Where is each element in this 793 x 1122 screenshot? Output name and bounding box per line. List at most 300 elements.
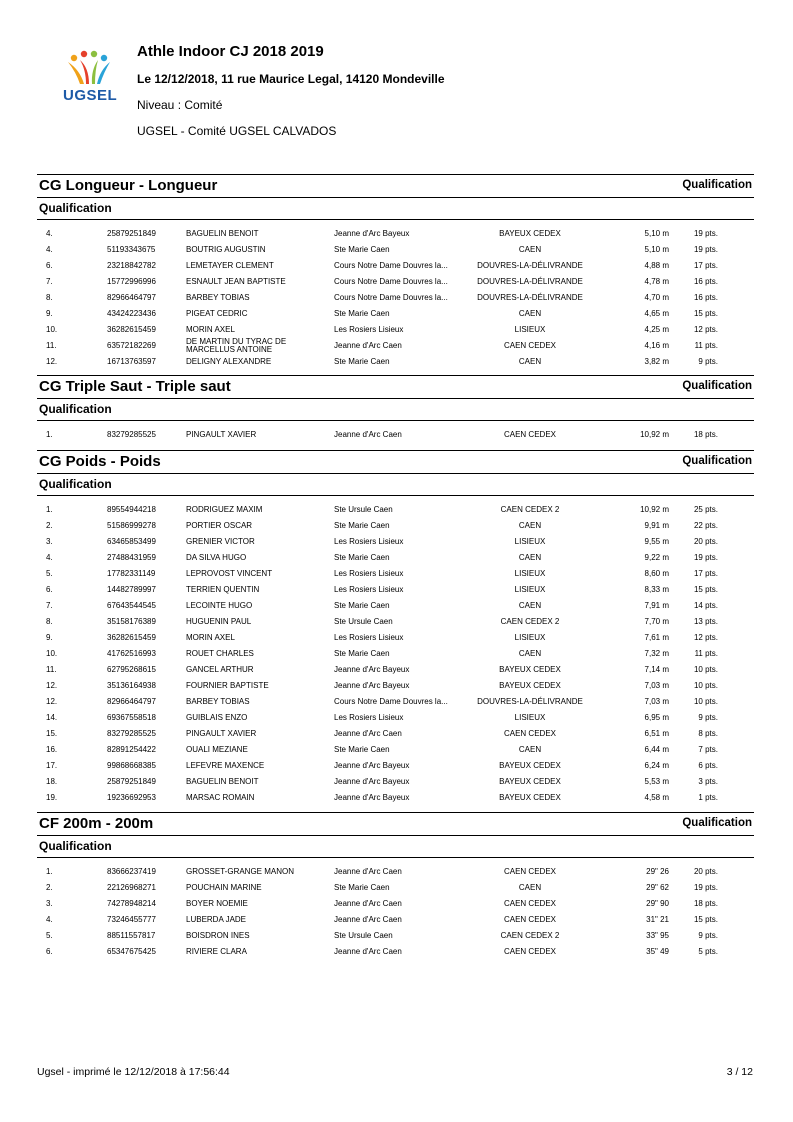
city-cell: LISIEUX <box>514 325 546 334</box>
rank-cell: 1. <box>46 505 53 514</box>
school-name-cell: Ste Ursule Caen <box>334 617 393 626</box>
city-cell: CAEN CEDEX <box>503 729 556 738</box>
table-row <box>37 896 754 912</box>
results-table <box>37 502 754 806</box>
licence-number-cell: 25879251849 <box>107 229 156 238</box>
performance-cell: 9,55 m <box>644 537 669 546</box>
athlete-name-cell: LECOINTE HUGO <box>186 601 253 610</box>
licence-number-cell: 41762516993 <box>107 649 156 658</box>
section-header <box>37 450 754 473</box>
licence-number-cell: 36282615459 <box>107 633 156 642</box>
licence-number-cell: 69367558518 <box>107 713 156 722</box>
licence-number-cell: 22126968271 <box>107 883 156 892</box>
athlete-name-cell: DE MARTIN DU TYRAC DE MARCELLUS ANTOINE <box>186 337 287 354</box>
city-cell: CAEN <box>518 601 542 610</box>
licence-number-cell: 43424223436 <box>107 309 156 318</box>
table-row <box>37 880 754 896</box>
table-row <box>37 774 754 790</box>
round-header <box>37 398 754 421</box>
performance-cell: 29" 62 <box>646 883 669 892</box>
athlete-name-cell: LEPROVOST VINCENT <box>186 569 273 578</box>
points-cell: 9 pts. <box>698 713 718 722</box>
points-cell: 6 pts. <box>698 761 718 770</box>
school-name-cell: Ste Marie Caen <box>334 309 390 318</box>
performance-cell: 29" 26 <box>646 867 669 876</box>
points-cell: 12 pts. <box>693 633 718 642</box>
performance-cell: 7,70 m <box>644 617 669 626</box>
rank-cell: 17. <box>46 761 58 770</box>
rank-cell: 5. <box>46 931 53 940</box>
event-title: CG Longueur - Longueur <box>39 177 218 194</box>
points-cell: 12 pts. <box>693 325 718 334</box>
rank-cell: 3. <box>46 899 53 908</box>
performance-cell: 7,61 m <box>644 633 669 642</box>
athlete-name-cell: HUGUENIN PAUL <box>186 617 252 626</box>
table-row <box>37 502 754 518</box>
performance-cell: 7,32 m <box>644 649 669 658</box>
licence-number-cell: 35158176389 <box>107 617 156 626</box>
points-cell: 11 pts. <box>694 649 718 658</box>
rank-cell: 5. <box>46 569 53 578</box>
round-tag: Qualification <box>682 179 752 191</box>
performance-cell: 4,58 m <box>644 793 669 802</box>
licence-number-cell: 73246455777 <box>107 915 156 924</box>
school-name-cell: Jeanne d'Arc Bayeux <box>334 229 410 238</box>
rank-cell: 4. <box>46 915 53 924</box>
round-header <box>37 835 754 858</box>
points-cell: 11 pts. <box>694 341 718 350</box>
school-name-cell: Jeanne d'Arc Caen <box>334 947 402 956</box>
points-cell: 18 pts. <box>693 899 718 908</box>
licence-number-cell: 51193343675 <box>107 245 156 254</box>
city-cell: CAEN <box>518 553 542 562</box>
school-name-cell: Jeanne d'Arc Caen <box>334 341 402 350</box>
city-cell: DOUVRES-LA-DÉLIVRANDE <box>477 697 583 706</box>
school-name-cell: Jeanne d'Arc Bayeux <box>334 761 410 770</box>
performance-cell: 3,82 m <box>644 357 669 366</box>
school-name-cell: Jeanne d'Arc Caen <box>334 430 402 439</box>
school-name-cell: Les Rosiers Lisieux <box>334 633 404 642</box>
licence-number-cell: 63465853499 <box>107 537 156 546</box>
performance-cell: 7,03 m <box>644 681 669 690</box>
performance-cell: 6,95 m <box>644 713 669 722</box>
table-row <box>37 710 754 726</box>
rank-cell: 4. <box>46 245 53 254</box>
performance-cell: 4,78 m <box>644 277 669 286</box>
event-organizer: UGSEL - Comité UGSEL CALVADOS <box>137 124 337 138</box>
school-name-cell: Ste Ursule Caen <box>334 931 393 940</box>
round-tag: Qualification <box>682 817 752 829</box>
round-title: Qualification <box>39 201 112 215</box>
points-cell: 1 pts. <box>698 793 718 802</box>
licence-number-cell: 63572182269 <box>107 341 156 350</box>
rank-cell: 4. <box>46 229 53 238</box>
city-cell: DOUVRES-LA-DÉLIVRANDE <box>477 261 583 270</box>
athlete-name-cell: POUCHAIN MARINE <box>186 883 262 892</box>
table-row <box>37 306 754 322</box>
table-row <box>37 598 754 614</box>
table-row <box>37 662 754 678</box>
city-cell: LISIEUX <box>514 569 546 578</box>
city-cell: CAEN CEDEX 2 <box>500 931 560 940</box>
city-cell: CAEN <box>518 309 542 318</box>
points-cell: 3 pts. <box>698 777 718 786</box>
athlete-name-cell: MORIN AXEL <box>186 325 235 334</box>
licence-number-cell: 23218842782 <box>107 261 156 270</box>
licence-number-cell: 65347675425 <box>107 947 156 956</box>
school-name-cell: Ste Marie Caen <box>334 883 390 892</box>
section-header <box>37 174 754 197</box>
table-row <box>37 338 754 354</box>
rank-cell: 10. <box>46 325 58 334</box>
school-name-cell: Ste Marie Caen <box>334 553 390 562</box>
athlete-name-cell: RIVIERE CLARA <box>186 947 247 956</box>
table-row <box>37 758 754 774</box>
athlete-name-cell: LEMETAYER CLEMENT <box>186 261 274 270</box>
rank-cell: 19. <box>46 793 58 802</box>
city-cell: BAYEUX CEDEX <box>499 761 561 770</box>
city-cell: CAEN CEDEX <box>503 915 556 924</box>
performance-cell: 4,25 m <box>644 325 669 334</box>
school-name-cell: Jeanne d'Arc Bayeux <box>334 681 410 690</box>
city-cell: CAEN <box>518 883 542 892</box>
licence-number-cell: 14482789997 <box>107 585 156 594</box>
athlete-name-cell: GANCEL ARTHUR <box>186 665 254 674</box>
athlete-name-cell: PINGAULT XAVIER <box>186 430 257 439</box>
athlete-name-cell: ESNAULT JEAN BAPTISTE <box>186 277 286 286</box>
athlete-name-cell: BAGUELIN BENOIT <box>186 229 259 238</box>
performance-cell: 35" 49 <box>646 947 669 956</box>
performance-cell: 4,88 m <box>644 261 669 270</box>
licence-number-cell: 67643544545 <box>107 601 156 610</box>
licence-number-cell: 83666237419 <box>107 867 156 876</box>
athlete-name-cell: DELIGNY ALEXANDRE <box>186 357 272 366</box>
licence-number-cell: 88511557817 <box>107 931 156 940</box>
athlete-name-cell: OUALI MEZIANE <box>186 745 248 754</box>
performance-cell: 7,03 m <box>644 697 669 706</box>
school-name-cell: Jeanne d'Arc Caen <box>334 729 402 738</box>
logo-text: UGSEL <box>63 87 118 104</box>
table-row <box>37 322 754 338</box>
performance-cell: 4,16 m <box>644 341 669 350</box>
results-section <box>37 812 754 960</box>
athlete-name-cell: LEFEVRE MAXENCE <box>186 761 265 770</box>
school-name-cell: Les Rosiers Lisieux <box>334 569 404 578</box>
round-tag: Qualification <box>682 455 752 467</box>
table-row <box>37 912 754 928</box>
school-name-cell: Jeanne d'Arc Bayeux <box>334 793 410 802</box>
city-cell: BAYEUX CEDEX <box>499 777 561 786</box>
round-header <box>37 473 754 496</box>
athlete-name-cell: FOURNIER BAPTISTE <box>186 681 269 690</box>
performance-cell: 10,92 m <box>640 430 669 439</box>
points-cell: 9 pts. <box>698 357 718 366</box>
points-cell: 19 pts. <box>693 245 718 254</box>
round-title: Qualification <box>39 477 112 491</box>
rank-cell: 6. <box>46 261 53 270</box>
licence-number-cell: 89554944218 <box>107 505 156 514</box>
performance-cell: 9,91 m <box>644 521 669 530</box>
rank-cell: 3. <box>46 537 53 546</box>
table-row <box>37 582 754 598</box>
athlete-name-cell: BARBEY TOBIAS <box>186 697 250 706</box>
event-title: CF 200m - 200m <box>39 815 154 832</box>
school-name-cell: Ste Marie Caen <box>334 745 390 754</box>
licence-number-cell: 62795268615 <box>107 665 156 674</box>
city-cell: LISIEUX <box>514 537 546 546</box>
athlete-name-cell: LUBERDA JADE <box>186 915 247 924</box>
table-row <box>37 742 754 758</box>
rank-cell: 1. <box>46 430 53 439</box>
rank-cell: 7. <box>46 601 53 610</box>
results-table <box>37 226 754 370</box>
city-cell: CAEN <box>518 745 542 754</box>
licence-number-cell: 82891254422 <box>107 745 156 754</box>
athlete-name-cell: GROSSET-GRANGE MANON <box>186 867 295 876</box>
city-cell: BAYEUX CEDEX <box>499 229 561 238</box>
rank-cell: 12. <box>46 357 58 366</box>
performance-cell: 29" 90 <box>646 899 669 908</box>
points-cell: 19 pts. <box>693 883 718 892</box>
round-title: Qualification <box>39 839 112 853</box>
licence-number-cell: 19236692953 <box>107 793 156 802</box>
points-cell: 19 pts. <box>693 553 718 562</box>
rank-cell: 15. <box>46 729 58 738</box>
performance-cell: 8,60 m <box>644 569 669 578</box>
table-row <box>37 550 754 566</box>
performance-cell: 4,65 m <box>644 309 669 318</box>
event-title: CG Triple Saut - Triple saut <box>39 378 231 395</box>
athlete-name-cell: MARSAC ROMAIN <box>186 793 255 802</box>
city-cell: CAEN CEDEX <box>503 341 556 350</box>
athlete-name-cell: BOYER NOEMIE <box>186 899 248 908</box>
table-row <box>37 726 754 742</box>
performance-cell: 6,24 m <box>644 761 669 770</box>
athlete-name-cell: TERRIEN QUENTIN <box>186 585 260 594</box>
rank-cell: 9. <box>46 633 53 642</box>
licence-number-cell: 36282615459 <box>107 325 156 334</box>
licence-number-cell: 83279285525 <box>107 430 156 439</box>
athlete-name-cell: RODRIGUEZ MAXIM <box>186 505 263 514</box>
points-cell: 16 pts. <box>693 293 718 302</box>
licence-number-cell: 35136164938 <box>107 681 156 690</box>
performance-cell: 10,92 m <box>640 505 669 514</box>
performance-cell: 7,14 m <box>644 665 669 674</box>
rank-cell: 10. <box>46 649 58 658</box>
points-cell: 18 pts. <box>693 430 718 439</box>
licence-number-cell: 25879251849 <box>107 777 156 786</box>
table-row <box>37 694 754 710</box>
school-name-cell: Cours Notre Dame Douvres la... <box>334 261 448 270</box>
table-row <box>37 630 754 646</box>
licence-number-cell: 83279285525 <box>107 729 156 738</box>
rank-cell: 8. <box>46 617 53 626</box>
rank-cell: 11. <box>46 341 57 350</box>
rank-cell: 2. <box>46 883 53 892</box>
table-row <box>37 242 754 258</box>
rank-cell: 2. <box>46 521 53 530</box>
school-name-cell: Ste Marie Caen <box>334 649 390 658</box>
school-name-cell: Ste Marie Caen <box>334 245 390 254</box>
city-cell: CAEN CEDEX <box>503 430 556 439</box>
performance-cell: 6,44 m <box>644 745 669 754</box>
round-tag: Qualification <box>682 380 752 392</box>
points-cell: 15 pts. <box>693 915 718 924</box>
points-cell: 10 pts. <box>693 665 718 674</box>
points-cell: 22 pts. <box>693 521 718 530</box>
athlete-name-cell: PORTIER OSCAR <box>186 521 253 530</box>
table-row <box>37 614 754 630</box>
city-cell: CAEN <box>518 357 542 366</box>
table-row <box>37 534 754 550</box>
table-row <box>37 226 754 242</box>
points-cell: 10 pts. <box>693 697 718 706</box>
points-cell: 15 pts. <box>693 585 718 594</box>
city-cell: CAEN CEDEX <box>503 947 556 956</box>
performance-cell: 7,91 m <box>644 601 669 610</box>
round-header <box>37 197 754 220</box>
licence-number-cell: 27488431959 <box>107 553 156 562</box>
city-cell: BAYEUX CEDEX <box>499 681 561 690</box>
school-name-cell: Les Rosiers Lisieux <box>334 537 404 546</box>
licence-number-cell: 16713763597 <box>107 357 156 366</box>
athlete-name-cell: BARBEY TOBIAS <box>186 293 250 302</box>
points-cell: 25 pts. <box>693 505 718 514</box>
table-row <box>37 518 754 534</box>
licence-number-cell: 99868668385 <box>107 761 156 770</box>
rank-cell: 8. <box>46 293 53 302</box>
rank-cell: 16. <box>46 745 58 754</box>
school-name-cell: Cours Notre Dame Douvres la... <box>334 697 448 706</box>
points-cell: 16 pts. <box>693 277 718 286</box>
school-name-cell: Ste Marie Caen <box>334 357 390 366</box>
rank-cell: 18. <box>46 777 58 786</box>
city-cell: CAEN CEDEX 2 <box>500 617 560 626</box>
event-level: Niveau : Comité <box>137 98 223 112</box>
rank-cell: 12. <box>46 681 58 690</box>
school-name-cell: Cours Notre Dame Douvres la... <box>334 277 448 286</box>
rank-cell: 7. <box>46 277 53 286</box>
licence-number-cell: 15772996996 <box>107 277 156 286</box>
table-row <box>37 944 754 960</box>
points-cell: 15 pts. <box>693 309 718 318</box>
school-name-cell: Les Rosiers Lisieux <box>334 325 404 334</box>
results-table <box>37 864 754 960</box>
rank-cell: 6. <box>46 585 53 594</box>
performance-cell: 5,10 m <box>644 229 669 238</box>
city-cell: CAEN <box>518 521 542 530</box>
rank-cell: 9. <box>46 309 53 318</box>
school-name-cell: Jeanne d'Arc Caen <box>334 867 402 876</box>
points-cell: 7 pts. <box>698 745 718 754</box>
school-name-cell: Ste Ursule Caen <box>334 505 393 514</box>
table-row <box>37 646 754 662</box>
table-row <box>37 566 754 582</box>
points-cell: 20 pts. <box>693 867 718 876</box>
table-row <box>37 274 754 290</box>
athlete-name-cell: MORIN AXEL <box>186 633 235 642</box>
city-cell: CAEN <box>518 245 542 254</box>
points-cell: 17 pts. <box>693 261 718 270</box>
licence-number-cell: 74278948214 <box>107 899 156 908</box>
table-row <box>37 864 754 880</box>
city-cell: DOUVRES-LA-DÉLIVRANDE <box>477 277 583 286</box>
points-cell: 14 pts. <box>693 601 718 610</box>
city-cell: CAEN <box>518 649 542 658</box>
print-timestamp: Ugsel - imprimé le 12/12/2018 à 17:56:44 <box>37 1066 230 1078</box>
points-cell: 8 pts. <box>698 729 718 738</box>
table-row <box>37 427 754 443</box>
results-table <box>37 427 754 443</box>
points-cell: 17 pts. <box>693 569 718 578</box>
licence-number-cell: 17782331149 <box>107 569 156 578</box>
table-row <box>37 928 754 944</box>
page-number: 3 / 12 <box>726 1066 753 1078</box>
points-cell: 10 pts. <box>693 681 718 690</box>
table-row <box>37 258 754 274</box>
school-name-cell: Les Rosiers Lisieux <box>334 585 404 594</box>
city-cell: BAYEUX CEDEX <box>499 793 561 802</box>
city-cell: CAEN CEDEX 2 <box>500 505 560 514</box>
athlete-name-cell: PIGEAT CEDRIC <box>186 309 248 318</box>
school-name-cell: Jeanne d'Arc Caen <box>334 915 402 924</box>
performance-cell: 5,10 m <box>644 245 669 254</box>
athlete-name-cell: PINGAULT XAVIER <box>186 729 257 738</box>
performance-cell: 4,70 m <box>644 293 669 302</box>
rank-cell: 11. <box>46 665 57 674</box>
city-cell: CAEN CEDEX <box>503 899 556 908</box>
rank-cell: 14. <box>46 713 58 722</box>
athlete-name-cell: GUIBLAIS ENZO <box>186 713 248 722</box>
event-title: CG Poids - Poids <box>39 453 161 470</box>
licence-number-cell: 82966464797 <box>107 293 156 302</box>
rank-cell: 6. <box>46 947 53 956</box>
points-cell: 19 pts. <box>693 229 718 238</box>
section-header <box>37 375 754 398</box>
page-title: Athle Indoor CJ 2018 2019 <box>137 43 324 60</box>
athlete-name-cell: ROUET CHARLES <box>186 649 254 658</box>
points-cell: 5 pts. <box>698 947 718 956</box>
licence-number-cell: 82966464797 <box>107 697 156 706</box>
points-cell: 9 pts. <box>698 931 718 940</box>
performance-cell: 6,51 m <box>644 729 669 738</box>
city-cell: DOUVRES-LA-DÉLIVRANDE <box>477 293 583 302</box>
round-title: Qualification <box>39 402 112 416</box>
school-name-cell: Jeanne d'Arc Caen <box>334 899 402 908</box>
athlete-name-cell: BOUTRIG AUGUSTIN <box>186 245 266 254</box>
school-name-cell: Ste Marie Caen <box>334 601 390 610</box>
city-cell: CAEN CEDEX <box>503 867 556 876</box>
table-row <box>37 678 754 694</box>
city-cell: BAYEUX CEDEX <box>499 665 561 674</box>
city-cell: LISIEUX <box>514 585 546 594</box>
performance-cell: 33" 95 <box>646 931 669 940</box>
school-name-cell: Les Rosiers Lisieux <box>334 713 404 722</box>
results-section <box>37 375 754 443</box>
points-cell: 20 pts. <box>693 537 718 546</box>
points-cell: 13 pts. <box>693 617 718 626</box>
school-name-cell: Ste Marie Caen <box>334 521 390 530</box>
city-cell: LISIEUX <box>514 713 546 722</box>
licence-number-cell: 51586999278 <box>107 521 156 530</box>
athlete-name-cell: DA SILVA HUGO <box>186 553 247 562</box>
rank-cell: 12. <box>46 697 58 706</box>
section-header <box>37 812 754 835</box>
table-row <box>37 290 754 306</box>
event-address: Le 12/12/2018, 11 rue Maurice Legal, 14120 Mondeville <box>137 72 445 86</box>
performance-cell: 5,53 m <box>644 777 669 786</box>
rank-cell: 1. <box>46 867 53 876</box>
